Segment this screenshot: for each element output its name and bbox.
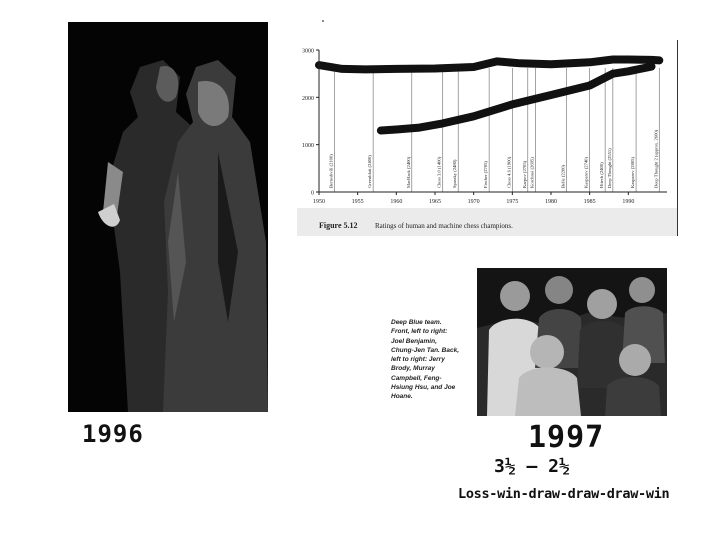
caption-line: Brody, Murray bbox=[391, 365, 435, 373]
photo-1996-illustration bbox=[68, 22, 268, 412]
photo-1996-match bbox=[68, 22, 268, 412]
x-tick-label: 1990 bbox=[622, 199, 635, 205]
x-tick-label: 1950 bbox=[313, 199, 325, 205]
match-score: 3½ – 2½ bbox=[494, 456, 570, 477]
deep-blue-team-photo bbox=[477, 268, 667, 416]
x-tick-label: 1970 bbox=[467, 199, 480, 205]
annotation-label: Fischer (2785) bbox=[483, 161, 489, 188]
y-tick-label: 3000 bbox=[302, 48, 314, 55]
annotation-label: MacHack (2400) bbox=[405, 156, 411, 188]
caption-line: Chung-Jen Tan. Back, bbox=[391, 346, 460, 354]
ratings-chart-svg bbox=[297, 40, 677, 236]
year-label-1997: 1997 bbox=[528, 420, 605, 455]
annotation-label: Kasparov (2805) bbox=[630, 157, 636, 188]
y-tick-layer bbox=[302, 49, 319, 197]
caption-line: Joel Benjamin, bbox=[391, 337, 437, 345]
y-tick-label: 0 bbox=[311, 190, 314, 197]
annotation-label: Korchnoi (2695) bbox=[529, 157, 535, 188]
series-line-1 bbox=[381, 67, 652, 131]
annotation-label: Chess 3.0 (1400) bbox=[436, 156, 442, 188]
caption-line: Deep Blue team. bbox=[391, 319, 442, 326]
caption-line: Hsiung Hsu, and Joe bbox=[391, 384, 456, 392]
team-photo-caption bbox=[391, 318, 471, 402]
annotation-label: Spassky (2480) bbox=[452, 159, 458, 188]
annotation-label: Kasparov (2740) bbox=[583, 157, 589, 188]
annotation-label: Karpov (2705) bbox=[521, 160, 527, 188]
game-results: Loss-win-draw-draw-draw-win bbox=[458, 486, 670, 502]
x-tick-label: 1960 bbox=[390, 199, 403, 205]
caption-line: Front, left to right: bbox=[391, 328, 448, 336]
annotation-label: Deep Thought (2551) bbox=[606, 148, 612, 188]
year-label-1996: 1996 bbox=[82, 420, 144, 448]
annotation-label: Greenblatt (2400) bbox=[367, 155, 373, 188]
x-tick-label: 1955 bbox=[351, 199, 364, 205]
x-tick-layer bbox=[313, 192, 634, 205]
annotation-label: Belle (2200) bbox=[560, 164, 566, 188]
caption-line: Hoane. bbox=[391, 393, 413, 401]
y-tick-label: 2000 bbox=[302, 95, 314, 102]
x-tick-label: 1985 bbox=[583, 199, 596, 205]
caption-line: left to right: Jerry bbox=[391, 356, 445, 364]
x-tick-label: 1980 bbox=[545, 199, 557, 205]
series-line-0 bbox=[319, 60, 659, 70]
ratings-chart bbox=[297, 40, 678, 236]
x-tick-label: 1975 bbox=[506, 199, 519, 205]
stray-mark bbox=[322, 20, 324, 22]
annotation-label: Hitech (2400) bbox=[599, 162, 605, 188]
annotation-label: Deep Thought 2 (approx. 2600) bbox=[653, 129, 659, 188]
caption-line: Campbell, Feng- bbox=[391, 374, 442, 382]
y-tick-label: 1000 bbox=[302, 143, 314, 150]
team-photo-illustration bbox=[477, 268, 667, 416]
annotation-label: Bertoshvili (2100) bbox=[328, 154, 334, 188]
annotation-label: Chess 4.6 (1900) bbox=[506, 156, 512, 188]
figure-number: Figure 5.12 bbox=[319, 221, 358, 230]
x-tick-label: 1965 bbox=[429, 199, 441, 205]
figure-caption: Ratings of human and machine chess champions. bbox=[375, 222, 513, 230]
